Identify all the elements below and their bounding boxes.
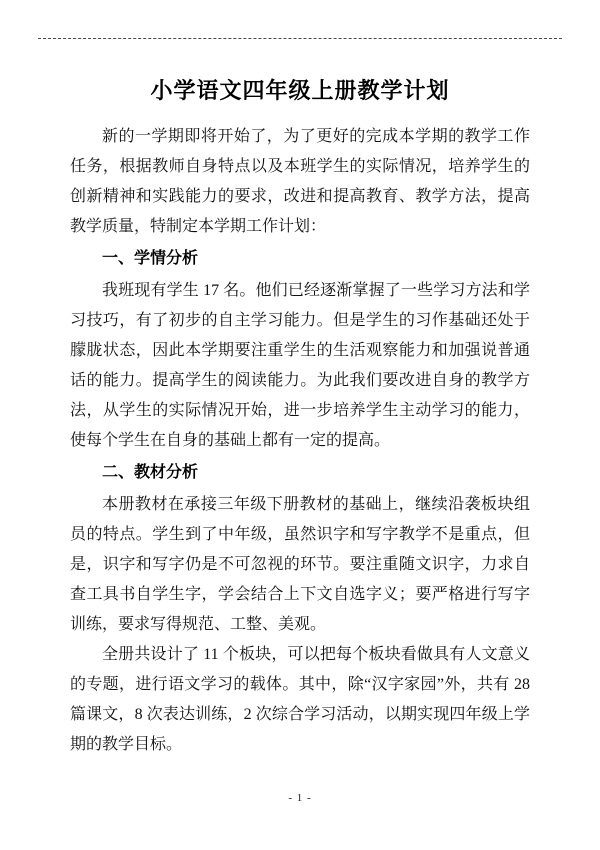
paragraph-textbook-analysis-2: 全册共设计了 11 个板块，可以把每个板块看做具有人文意义的专题，进行语文学习的载体。其中，除“汉字家园”外，共有 28 篇课文，8 次表达训练，2 次综合学习活动，以期实现四年级上学期的教学目标。	[70, 646, 530, 753]
section-heading-learning-analysis: 一、学情分析	[102, 250, 199, 267]
header-dashed-line	[38, 38, 562, 39]
section-heading-textbook-analysis: 二、教材分析	[102, 464, 199, 481]
paragraph-learning-analysis: 我班现有学生 17 名。他们已经逐渐掌握了一些学习方法和学习技巧，有了初步的自主学习能力。但是学生的习作基础还处于朦胧状态，因此本学期要注重学生的生活观察能力和加强说普通话的能力。提高学生的阅读能力。为此我们要改进自身的教学方法，从学生的实际情况开始，进一步培养学生主动学习的能力，使每个学生在自身的基础上都有一定的提高。	[70, 282, 530, 449]
paragraph-textbook-analysis-1: 本册教材在承接三年级下册教材的基础上，继续沿袭板块组员的特点。学生到了中年级，虽然识字和写字教学不是重点，但是，识字和写字仍是不可忽视的环节。要注重随文识字，力求自查工具书自学生字，学会结合上下文自选字义；要严格进行写字训练，要求写得规范、工整、美观。	[70, 496, 530, 633]
page-number: - 1 -	[288, 792, 312, 804]
document-title: 小学语文四年级上册教学计划	[150, 78, 450, 103]
paragraph-intro: 新的一学期即将开始了，为了更好的完成本学期的教学工作任务，根据教师自身特点以及本班学生的实际情况，培养学生的创新精神和实践能力的要求，改进和提高教育、教学方法，提高教学质量，特制定本学期工作计划：	[70, 128, 530, 235]
